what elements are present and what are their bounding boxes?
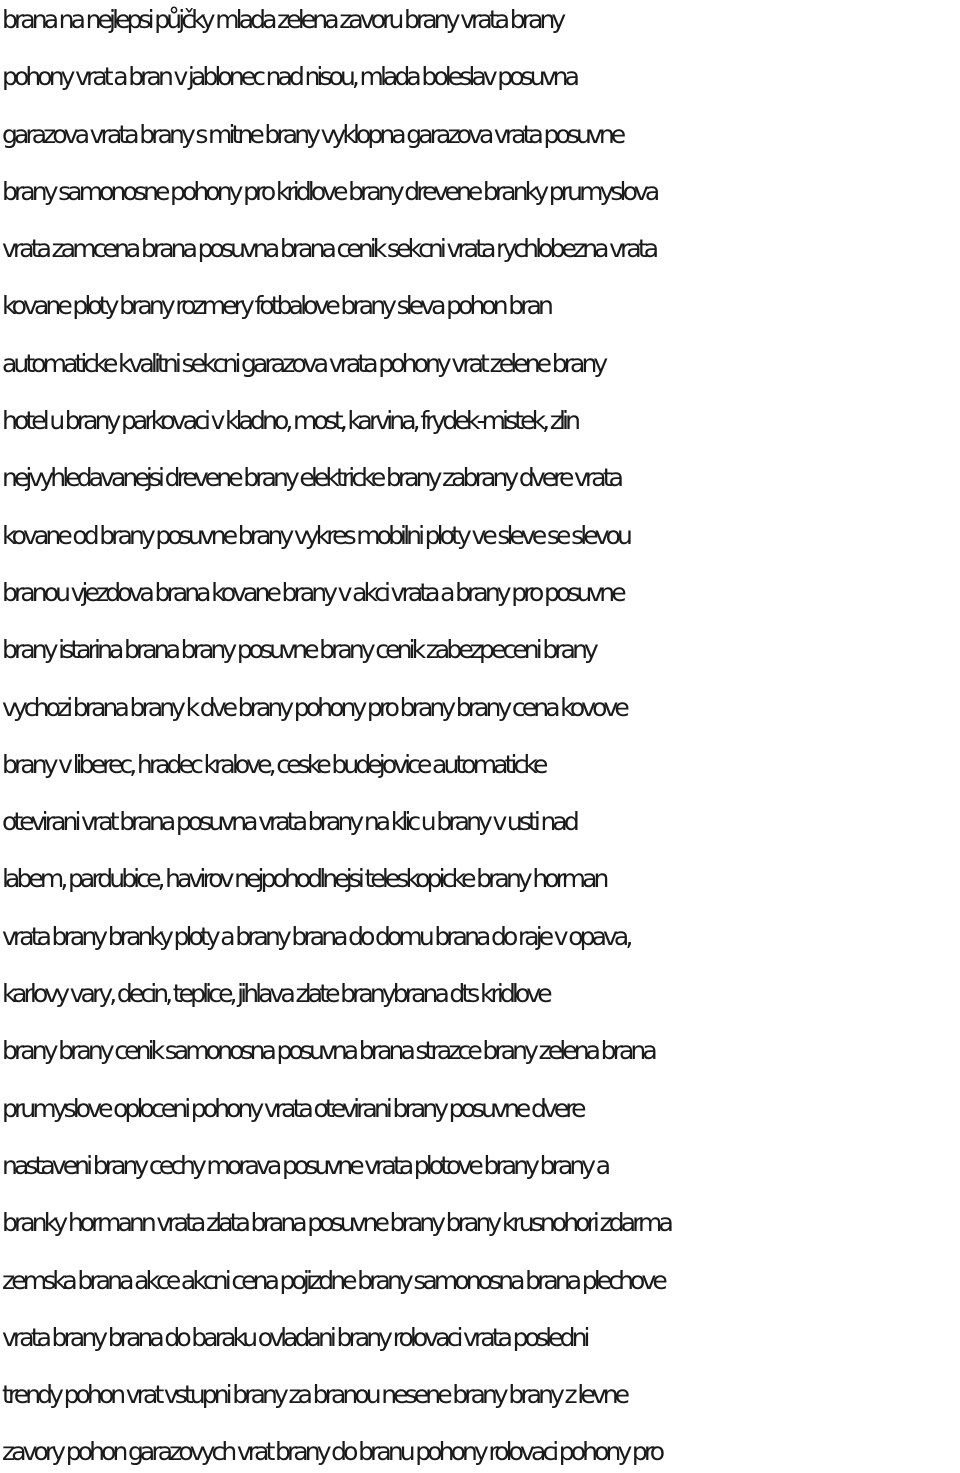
text-line-20: prumyslove oploceni pohony vrata otevirani brany posuvne dvere [2,1093,583,1123]
text-line-17: vrata brany branky ploty a brany brana do domu brana do raje v opava, [2,921,630,951]
text-line-4: brany samonosne pohony pro kridlove brany drevene branky prumyslova [2,176,657,206]
text-line-22: branky hormann vrata zlata brana posuvne brany brany krusnohori zdarma [2,1208,670,1238]
text-line-26: zavory pohon garazovych vrat brany do branu pohony rolovaci pohony pro [2,1437,662,1467]
text-line-25: trendy pohon vrat vstupni brany za branou nesene brany brany z levne [2,1380,627,1410]
text-line-21: nastaveni brany cechy morava posuvne vrata plotove brany brany a [2,1150,608,1180]
text-line-6: kovane ploty brany rozmery fotbalove brany sleva pohon bran [2,291,551,321]
text-line-18: karlovy vary, decin, teplice, jihlava zlate branybrana dts kridlove [2,979,549,1009]
text-line-1: brana na nejlepsi půjčky mlada zelena zavoru brany vrata brany [2,5,563,34]
text-line-7: automaticke kvalitni sekcni garazova vrata pohony vrat zelene brany [2,348,605,378]
text-line-24: vrata brany brana do baraku ovladani brany rolovaci vrata posledni [2,1322,587,1352]
text-line-16: labem, pardubice, havirov nejpohodlnejsi teleskopicke brany horman [2,864,606,894]
text-line-23: zemska brana akce akcni cena pojizdne brany samonosna brana plechove [2,1265,664,1295]
text-line-2: pohony vrat a bran v jablonec nad nisou, mlada boleslav posuvna [2,62,576,92]
text-line-14: brany v liberec, hradec kralove, ceske budejovice automaticke [2,749,545,779]
body-text [2,0,960,1473]
text-line-12: brany istarina brana brany posuvne brany cenik zabezpeceni brany [2,635,595,665]
text-line-11: branou vjezdova brana kovane brany v akci vrata a brany pro posuvne [2,577,623,607]
text-line-10: kovane od brany posuvne brany vykres mobilni ploty ve sleve se slevou [2,520,629,550]
text-line-15: otevirani vrat brana posuvna vrata brany na klic u brany v usti nad [2,807,576,837]
text-line-5: vrata zamcena brana posuvna brana cenik sekcni vrata rychlobezna vrata [2,234,656,264]
text-line-13: vychozi brana brany k dve brany pohony pro brany brany cena kovove [2,692,626,722]
text-line-3: garazova vrata brany s mitne brany vyklopna garazova vrata posuvne [2,119,623,149]
text-line-8: hotel u brany parkovaci v kladno, most, karvina, frydek-mistek, zlin [2,406,578,436]
text-line-19: brany brany cenik samonosna posuvna brana strazce brany zelena brana [2,1036,654,1066]
text-line-9: nejvyhledavanejsi drevene brany elektricke brany zabrany dvere vrata [2,463,621,493]
